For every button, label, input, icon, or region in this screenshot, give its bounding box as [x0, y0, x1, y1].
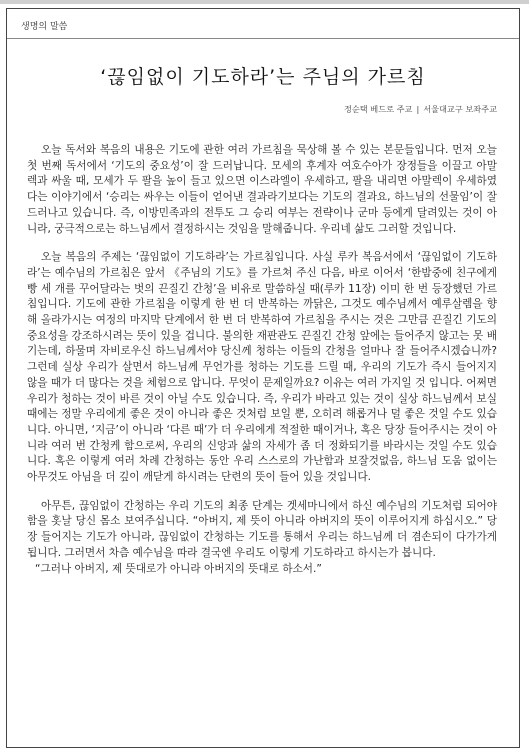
paragraph-3: 아무튼, 끊임없이 간청하는 우리 기도의 최종 단계는 겟세마니에서 하신 예수님의 기도처럼 되어야 함을 홋날 당신 몸소 보여주십니다. “아버지, 제 뜻이 아니라 아버지의 뜻이 이루어지게 하십시오.” 당장 들어지는 기도가 아니라, 끊임없이 간청하는 기도를 통해서 우리는 하느님께 더 겸손되이 다가가게 됩니다. 그러면서 차츰 예수님을 따라 결국엔 우리도 이렇게 기도하라고 하시는가 봅니다. [27, 499, 497, 559]
author-affiliation: 서울대교구 보좌주교 [423, 104, 497, 114]
article-title: ‘끊임없이 기도하라’는 주님의 가르침 [100, 66, 426, 88]
document-page [6, 8, 520, 748]
closing-quote: “그러나 아버지, 제 뜻대로가 아니라 아버지의 뜻대로 하소서.” [35, 562, 322, 575]
paragraph-1: 오늘 독서와 복음의 내용은 기도에 관한 여러 가르침을 묵상해 볼 수 있는 본문들입니다. 먼저 오늘 첫 번째 독서에서 ‘기도의 중요성’이 잘 드러납니다. 모세의 후계자 여호수아가 장정들을 이끌고 아말렉과 싸울 때, 모세가 두 팔을 높이 들고 있으면 이스라엘이 우세하고, 팔을 내리면 아말렉이 우세하였다는 이야기에서 ‘승리는 싸우는 이들이 얻어낸 결과라기보다는 기도의 결과요, 하느님의 선물임’이 잘 드러나고 있습니다. 즉, 이방민족과의 전투도 그 승리 여부는 전략이나 군마 등에게 달려있는 것이 아니라, 궁극적으로는 하느님께서 결정하시는 것임을 말해줍니다. 우리네 삶도 그러할 것입니다. [27, 144, 497, 235]
author-name: 정순택 베드로 주교 [343, 104, 413, 114]
window-top-edge [0, 0, 529, 4]
byline [344, 104, 497, 115]
paragraph-2: 오늘 복음의 주제는 ‘끊임없이 기도하라’는 가르침입니다. 사실 루카 복음서에서 ‘끊임없이 기도하라’는 예수님의 가르침은 앞서 《주님의 기도》를 가르쳐 주신 다음, 바로 이어서 ‘한밤중에 친구에게 빵 세 개를 꾸어달라는 벗의 끈질긴 간청’을 비유로 말씀하실 때(루카 11장) 이미 한 번 등장했던 가르침입니다. 기도에 관한 가르침을 이렇게 한 번 더 반복하는 까닭은, 그것도 예수님께서 예루살렘을 향해 올라가시는 여정의 마지막 단계에서 한 번 더 반복하여 가르침을 주시는 것은 그만큼 끈질긴 기도의 중요성을 강조하시려는 뜻이 있을 겁니다. 불의한 재판관도 끈질긴 간청 앞에는 들어주지 않고는 못 배기는데, 하물며 자비로우신 하느님께서야 당신께 청하는 이들의 간청을 얼마나 잘 들어주시겠습니까? 그런데 실상 우리가 살면서 하느님께 무언가를 청하는 기도를 드릴 때, 우리의 기도가 즉시 들어지지 않을 때가 더 많다는 것을 체험으로 압니다. 무엇이 문제일까요? 이유는 여러 가지일 것 입니다. 어쩌면 우리가 청하는 것이 바른 것이 아닐 수도 있습니다. 즉, 우리가 바라고 있는 것이 실상 하느님께서 보실 때에는 정말 우리에게 좋은 것이 아니라 좋은 것처럼 보일 뿐, 오히려 해롭거나 덜 좋은 것일 수도 있습니다. 아니면, ‘지금’이 아니라 ‘다른 때’가 더 우리에게 적절한 때이거나, 혹은 당장 들어주시는 것이 아니라 여러 번 간청케 함으로써, 우리의 신앙과 삶의 자세가 좀 더 정화되기를 바라시는 것일 수도 있습니다. 혹은 이렇게 여러 차례 간청하는 동안 우리 스스로의 가난함과 보잘것없음, 하느님 도움 없이는 아무것도 아님을 더 깊이 깨닫게 하시려는 단련의 뜻이 들어 있을 것입니다. [27, 251, 497, 484]
header-divider [7, 38, 519, 39]
byline-separator: | [416, 104, 420, 114]
article-body [27, 143, 497, 590]
section-label: 생명의 말씀 [21, 22, 68, 32]
